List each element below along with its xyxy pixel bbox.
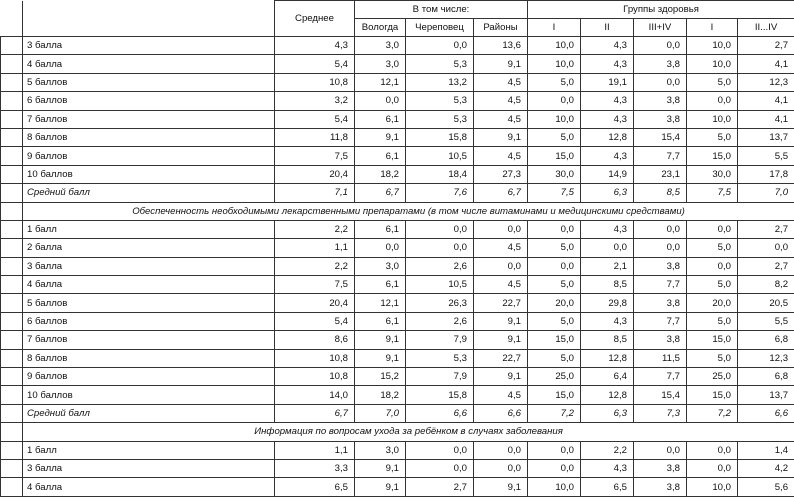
cell-value: 10,0 — [687, 110, 738, 128]
cell-value: 4,5 — [474, 147, 528, 165]
row-spacer — [1, 404, 23, 422]
cell-value: 0,0 — [687, 220, 738, 238]
cell-value: 10,0 — [687, 55, 738, 73]
row-spacer — [1, 37, 23, 55]
table-row — [1, 220, 794, 238]
cell-value: 5,0 — [528, 239, 581, 257]
cell-value: 0,0 — [528, 459, 581, 477]
cell-value: 0,0 — [474, 459, 528, 477]
cell-value: 7,5 — [528, 184, 581, 202]
cell-value: 0,0 — [406, 459, 474, 477]
table-row — [1, 368, 794, 386]
cell-value: 7,5 — [275, 147, 355, 165]
cell-value: 19,1 — [581, 73, 634, 91]
cell-value: 10,0 — [528, 37, 581, 55]
cell-value: 14,9 — [581, 165, 634, 183]
cell-value: 20,0 — [687, 294, 738, 312]
cell-value: 0,0 — [687, 257, 738, 275]
cell-value: 0,0 — [406, 37, 474, 55]
cell-value: 14,0 — [275, 386, 355, 404]
cell-value: 5,0 — [687, 73, 738, 91]
cell-value: 10,0 — [528, 55, 581, 73]
cell-value: 2,2 — [275, 257, 355, 275]
table-row — [1, 239, 794, 257]
cell-value: 8,6 — [275, 331, 355, 349]
table-row — [1, 312, 794, 330]
row-label: 2 балла — [23, 239, 275, 257]
cell-value: 20,0 — [528, 294, 581, 312]
cell-value: 15,8 — [406, 386, 474, 404]
section-header-row — [1, 423, 794, 441]
cell-value: 5,0 — [687, 312, 738, 330]
cell-value: 26,3 — [406, 294, 474, 312]
cell-value: 13,7 — [738, 386, 794, 404]
cell-value: 6,7 — [355, 184, 406, 202]
cell-value: 1,1 — [275, 441, 355, 459]
header-sub-vologda: Вологда — [355, 19, 406, 37]
cell-value: 12,1 — [355, 294, 406, 312]
cell-value: 9,1 — [355, 478, 406, 496]
cell-value: 18,2 — [355, 165, 406, 183]
cell-value: 7,7 — [634, 276, 687, 294]
cell-value: 11,5 — [634, 349, 687, 367]
cell-value: 9,1 — [474, 368, 528, 386]
table-row — [1, 257, 794, 275]
header-sub-group-1: I — [528, 19, 581, 37]
cell-value: 5,0 — [528, 349, 581, 367]
cell-value: 6,3 — [581, 184, 634, 202]
cell-value: 7,7 — [634, 147, 687, 165]
header-sub-group-2-4: II...IV — [738, 19, 794, 37]
table-row — [1, 294, 794, 312]
header-sub-group-3-4: III+IV — [634, 19, 687, 37]
cell-value: 8,5 — [581, 331, 634, 349]
cell-value: 20,4 — [275, 165, 355, 183]
cell-value: 25,0 — [528, 368, 581, 386]
cell-value: 0,0 — [634, 37, 687, 55]
header-sub-cherepovets: Череповец — [406, 19, 474, 37]
cell-value: 9,1 — [474, 128, 528, 146]
row-label: 7 баллов — [23, 331, 275, 349]
cell-value: 4,1 — [738, 92, 794, 110]
table-row — [1, 478, 794, 496]
cell-value: 7,5 — [275, 276, 355, 294]
row-label: 10 баллов — [23, 165, 275, 183]
table-row — [1, 147, 794, 165]
cell-value: 8,5 — [634, 184, 687, 202]
cell-value: 5,0 — [528, 73, 581, 91]
row-spacer — [1, 294, 23, 312]
cell-value: 5,4 — [275, 110, 355, 128]
row-spacer — [1, 331, 23, 349]
cell-value: 4,5 — [474, 110, 528, 128]
row-spacer — [1, 147, 23, 165]
cell-value: 12,8 — [581, 349, 634, 367]
cell-value: 3,8 — [634, 459, 687, 477]
cell-value: 4,3 — [581, 459, 634, 477]
row-spacer — [1, 184, 23, 202]
cell-value: 4,5 — [474, 73, 528, 91]
table-row — [1, 73, 794, 91]
cell-value: 6,7 — [474, 184, 528, 202]
row-spacer — [1, 386, 23, 404]
cell-value: 6,8 — [738, 368, 794, 386]
table-row — [1, 165, 794, 183]
cell-value: 6,1 — [355, 276, 406, 294]
row-spacer — [1, 73, 23, 91]
cell-value: 3,2 — [275, 92, 355, 110]
cell-value: 10,0 — [687, 37, 738, 55]
cell-value: 9,1 — [474, 312, 528, 330]
cell-value: 6,4 — [581, 368, 634, 386]
cell-value: 4,3 — [581, 147, 634, 165]
cell-value: 20,5 — [738, 294, 794, 312]
cell-value: 12,3 — [738, 73, 794, 91]
cell-value: 2,6 — [406, 312, 474, 330]
cell-value: 18,4 — [406, 165, 474, 183]
cell-value: 6,1 — [355, 110, 406, 128]
row-spacer — [1, 459, 23, 477]
row-spacer — [1, 128, 23, 146]
cell-value: 30,0 — [687, 165, 738, 183]
cell-value: 10,8 — [275, 368, 355, 386]
row-label: 9 баллов — [23, 147, 275, 165]
cell-value: 6,5 — [581, 478, 634, 496]
header-blank-label — [23, 1, 275, 37]
cell-value: 4,3 — [581, 55, 634, 73]
cell-value: 20,4 — [275, 294, 355, 312]
cell-value: 6,7 — [275, 404, 355, 422]
cell-value: 4,3 — [275, 37, 355, 55]
section-header-row — [1, 202, 794, 220]
cell-value: 30,0 — [528, 165, 581, 183]
cell-value: 2,2 — [275, 220, 355, 238]
cell-value: 5,0 — [528, 276, 581, 294]
cell-value: 0,0 — [528, 257, 581, 275]
cell-value: 3,8 — [634, 331, 687, 349]
cell-value: 1,1 — [275, 239, 355, 257]
cell-value: 10,5 — [406, 276, 474, 294]
cell-value: 0,0 — [406, 239, 474, 257]
cell-value: 6,3 — [581, 404, 634, 422]
cell-value: 4,3 — [581, 110, 634, 128]
cell-value: 10,0 — [687, 478, 738, 496]
row-label: 9 баллов — [23, 368, 275, 386]
cell-value: 3,8 — [634, 92, 687, 110]
cell-value: 1,4 — [738, 441, 794, 459]
cell-value: 12,3 — [738, 349, 794, 367]
cell-value: 17,8 — [738, 165, 794, 183]
cell-value: 0,0 — [581, 239, 634, 257]
header-blank — [1, 1, 23, 37]
cell-value: 7,2 — [528, 404, 581, 422]
cell-value: 6,1 — [355, 147, 406, 165]
cell-value: 3,0 — [355, 55, 406, 73]
cell-value: 3,8 — [634, 55, 687, 73]
table-header — [1, 1, 794, 37]
cell-value: 12,1 — [355, 73, 406, 91]
cell-value: 2,2 — [581, 441, 634, 459]
cell-value: 0,0 — [634, 239, 687, 257]
cell-value: 15,4 — [634, 386, 687, 404]
row-label: 1 балл — [23, 441, 275, 459]
cell-value: 5,5 — [738, 147, 794, 165]
cell-value: 4,1 — [738, 55, 794, 73]
row-label: 3 балла — [23, 37, 275, 55]
cell-value: 3,8 — [634, 294, 687, 312]
cell-value: 23,1 — [634, 165, 687, 183]
cell-value: 6,5 — [275, 478, 355, 496]
cell-value: 4,3 — [581, 312, 634, 330]
cell-value: 0,0 — [474, 257, 528, 275]
cell-value: 3,8 — [634, 257, 687, 275]
cell-value: 0,0 — [355, 239, 406, 257]
cell-value: 6,1 — [355, 312, 406, 330]
cell-value: 5,0 — [687, 239, 738, 257]
row-spacer — [1, 257, 23, 275]
cell-value: 4,5 — [474, 92, 528, 110]
cell-value: 13,2 — [406, 73, 474, 91]
row-spacer — [1, 92, 23, 110]
row-label: 8 баллов — [23, 128, 275, 146]
cell-value: 29,8 — [581, 294, 634, 312]
cell-value: 4,3 — [581, 220, 634, 238]
cell-value: 9,1 — [474, 55, 528, 73]
cell-value: 5,0 — [528, 312, 581, 330]
row-spacer — [1, 239, 23, 257]
cell-value: 9,1 — [355, 349, 406, 367]
row-spacer — [1, 220, 23, 238]
table-row — [1, 349, 794, 367]
header-health-groups: Группы здоровья — [528, 1, 794, 19]
cell-value: 6,6 — [738, 404, 794, 422]
row-label: 8 баллов — [23, 349, 275, 367]
cell-value: 5,5 — [738, 312, 794, 330]
cell-value: 4,3 — [581, 37, 634, 55]
row-spacer — [1, 276, 23, 294]
cell-value: 9,1 — [355, 331, 406, 349]
row-label: 7 баллов — [23, 110, 275, 128]
table-row — [1, 441, 794, 459]
cell-value: 5,3 — [406, 110, 474, 128]
cell-value: 4,1 — [738, 110, 794, 128]
cell-value: 4,5 — [474, 239, 528, 257]
row-spacer — [1, 165, 23, 183]
cell-value: 8,5 — [581, 276, 634, 294]
cell-value: 0,0 — [687, 459, 738, 477]
cell-value: 5,0 — [687, 276, 738, 294]
cell-value: 3,8 — [634, 478, 687, 496]
row-label: Средний балл — [23, 184, 275, 202]
section-title: Информация по вопросам ухода за ребёнком в случаях заболевания — [23, 423, 794, 441]
cell-value: 10,8 — [275, 73, 355, 91]
cell-value: 5,6 — [738, 478, 794, 496]
cell-value: 18,2 — [355, 386, 406, 404]
row-label: 6 баллов — [23, 312, 275, 330]
cell-value: 9,1 — [355, 459, 406, 477]
cell-value: 9,1 — [474, 478, 528, 496]
cell-value: 27,3 — [474, 165, 528, 183]
average-row — [1, 404, 794, 422]
header-including: В том числе: — [355, 1, 528, 19]
cell-value: 7,3 — [634, 404, 687, 422]
cell-value: 6,1 — [355, 220, 406, 238]
cell-value: 7,9 — [406, 368, 474, 386]
cell-value: 5,3 — [406, 92, 474, 110]
row-label: 4 балла — [23, 478, 275, 496]
cell-value: 6,6 — [406, 404, 474, 422]
table-row — [1, 459, 794, 477]
cell-value: 9,1 — [355, 128, 406, 146]
cell-value: 3,0 — [355, 441, 406, 459]
row-spacer — [1, 368, 23, 386]
row-spacer — [1, 478, 23, 496]
row-spacer — [1, 55, 23, 73]
row-label: Средний балл — [23, 404, 275, 422]
cell-value: 15,0 — [687, 386, 738, 404]
header-sub-districts: Районы — [474, 19, 528, 37]
cell-value: 10,0 — [528, 478, 581, 496]
average-row — [1, 184, 794, 202]
cell-value: 3,0 — [355, 257, 406, 275]
table-row — [1, 331, 794, 349]
table-row — [1, 128, 794, 146]
cell-value: 15,2 — [355, 368, 406, 386]
cell-value: 5,4 — [275, 55, 355, 73]
table-row — [1, 386, 794, 404]
cell-value: 15,0 — [687, 147, 738, 165]
row-spacer — [1, 312, 23, 330]
cell-value: 2,7 — [738, 220, 794, 238]
cell-value: 5,3 — [406, 55, 474, 73]
cell-value: 5,3 — [406, 349, 474, 367]
header-sub-group-2: II — [581, 19, 634, 37]
row-spacer — [1, 110, 23, 128]
row-label: 5 баллов — [23, 294, 275, 312]
cell-value: 4,5 — [474, 276, 528, 294]
cell-value: 0,0 — [738, 239, 794, 257]
cell-value: 15,8 — [406, 128, 474, 146]
cell-value: 15,0 — [528, 147, 581, 165]
cell-value: 0,0 — [687, 92, 738, 110]
table-row — [1, 110, 794, 128]
header-sub-group-1b: I — [687, 19, 738, 37]
cell-value: 0,0 — [634, 441, 687, 459]
table-row — [1, 55, 794, 73]
cell-value: 6,6 — [474, 404, 528, 422]
header-average: Среднее — [275, 1, 355, 37]
table-row — [1, 92, 794, 110]
cell-value: 0,0 — [528, 441, 581, 459]
row-spacer — [1, 441, 23, 459]
cell-value: 0,0 — [528, 220, 581, 238]
cell-value: 4,3 — [581, 92, 634, 110]
row-label: 6 баллов — [23, 92, 275, 110]
cell-value: 7,9 — [406, 331, 474, 349]
cell-value: 0,0 — [634, 73, 687, 91]
cell-value: 25,0 — [687, 368, 738, 386]
cell-value: 7,0 — [355, 404, 406, 422]
table-row — [1, 37, 794, 55]
cell-value: 15,4 — [634, 128, 687, 146]
table-body — [1, 37, 794, 497]
cell-value: 2,7 — [738, 257, 794, 275]
row-label: 1 балл — [23, 220, 275, 238]
cell-value: 0,0 — [406, 441, 474, 459]
cell-value: 12,8 — [581, 386, 634, 404]
cell-value: 0,0 — [474, 441, 528, 459]
cell-value: 2,7 — [406, 478, 474, 496]
cell-value: 4,2 — [738, 459, 794, 477]
cell-value: 7,7 — [634, 312, 687, 330]
cell-value: 2,6 — [406, 257, 474, 275]
cell-value: 22,7 — [474, 294, 528, 312]
row-spacer — [1, 202, 23, 220]
cell-value: 7,7 — [634, 368, 687, 386]
cell-value: 7,5 — [687, 184, 738, 202]
cell-value: 0,0 — [528, 92, 581, 110]
cell-value: 10,0 — [528, 110, 581, 128]
cell-value: 10,8 — [275, 349, 355, 367]
cell-value: 12,8 — [581, 128, 634, 146]
cell-value: 22,7 — [474, 349, 528, 367]
cell-value: 3,8 — [634, 110, 687, 128]
cell-value: 11,8 — [275, 128, 355, 146]
cell-value: 0,0 — [687, 441, 738, 459]
row-label: 4 балла — [23, 55, 275, 73]
cell-value: 5,0 — [528, 128, 581, 146]
cell-value: 15,0 — [528, 331, 581, 349]
cell-value: 0,0 — [406, 220, 474, 238]
row-spacer — [1, 423, 23, 441]
row-label: 4 балла — [23, 276, 275, 294]
cell-value: 6,8 — [738, 331, 794, 349]
cell-value: 0,0 — [634, 220, 687, 238]
row-label: 3 балла — [23, 257, 275, 275]
cell-value: 5,0 — [687, 349, 738, 367]
cell-value: 7,1 — [275, 184, 355, 202]
cell-value: 10,5 — [406, 147, 474, 165]
cell-value: 15,0 — [528, 386, 581, 404]
row-label: 3 балла — [23, 459, 275, 477]
row-label: 10 баллов — [23, 386, 275, 404]
cell-value: 13,6 — [474, 37, 528, 55]
cell-value: 9,1 — [474, 331, 528, 349]
cell-value: 7,0 — [738, 184, 794, 202]
row-label: 5 баллов — [23, 73, 275, 91]
cell-value: 3,3 — [275, 459, 355, 477]
section-title: Обеспеченность необходимыми лекарственными препаратами (в том числе витаминами и медицинскими средствами) — [23, 202, 794, 220]
cell-value: 8,2 — [738, 276, 794, 294]
table-row — [1, 276, 794, 294]
cell-value: 5,0 — [687, 128, 738, 146]
cell-value: 5,4 — [275, 312, 355, 330]
cell-value: 7,2 — [687, 404, 738, 422]
cell-value: 3,0 — [355, 37, 406, 55]
cell-value: 2,1 — [581, 257, 634, 275]
cell-value: 4,5 — [474, 386, 528, 404]
cell-value: 0,0 — [355, 92, 406, 110]
cell-value: 7,6 — [406, 184, 474, 202]
row-spacer — [1, 349, 23, 367]
cell-value: 2,7 — [738, 37, 794, 55]
cell-value: 15,0 — [687, 331, 738, 349]
cell-value: 13,7 — [738, 128, 794, 146]
cell-value: 0,0 — [474, 220, 528, 238]
